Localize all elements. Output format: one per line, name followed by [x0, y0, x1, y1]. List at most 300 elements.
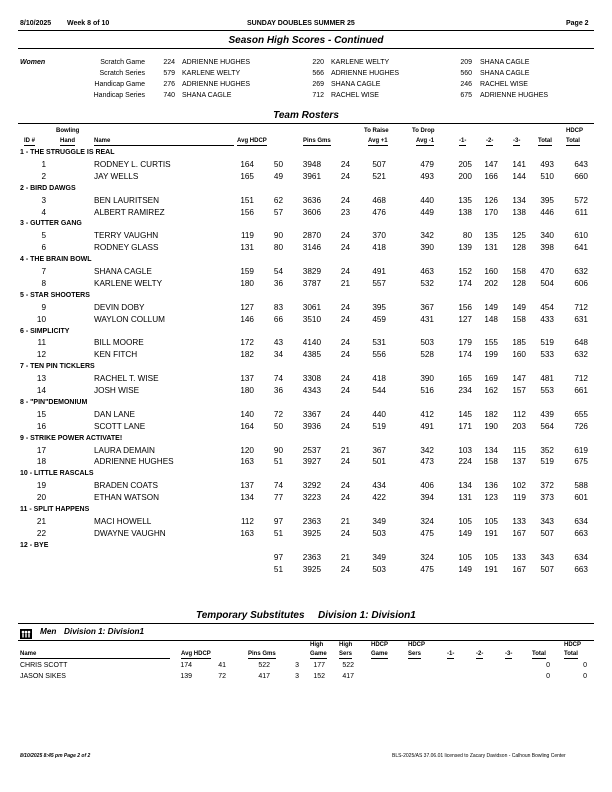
bowler-total: 398: [540, 243, 554, 253]
bowler-game1: 139: [458, 243, 472, 253]
bowler-hdcp-total: 631: [574, 314, 588, 324]
bowler-games: 24: [340, 350, 350, 360]
bowler-name: BEN LAURITSEN: [94, 195, 160, 205]
bowler-games: 24: [340, 267, 350, 276]
bowler-game2: 105: [484, 552, 498, 562]
col-total: Total: [538, 138, 552, 144]
bowler-pins: 2363: [302, 552, 321, 562]
bowler-handicap: 57: [273, 207, 283, 217]
bowler-game3: 158: [512, 314, 526, 324]
bowler-games: 24: [340, 481, 350, 491]
team-name: 5 - STAR SHOOTERS: [20, 291, 90, 299]
bowler-game3: 167: [512, 564, 526, 574]
bowler-to-raise: 503: [372, 564, 386, 574]
bowler-game1: 205: [458, 159, 472, 169]
bowler-games: 24: [340, 243, 350, 253]
bowler-total: 446: [540, 207, 554, 217]
bowler-to-raise: 519: [372, 421, 386, 431]
season-high-score: 276: [163, 81, 175, 88]
bowler-game3: 149: [512, 302, 526, 312]
bowler-average: 164: [240, 159, 254, 169]
bowler-id: 14: [36, 386, 46, 395]
bowler-handicap: 51: [273, 528, 283, 538]
col-sub-hdcp-total: Total: [564, 651, 578, 657]
bowler-game3: 137: [512, 457, 526, 467]
col-hand: Hand: [60, 138, 75, 144]
bowler-games: 23: [340, 207, 350, 217]
bowler-average: 120: [240, 445, 254, 455]
bowler-average: 180: [240, 278, 254, 288]
bowler-name: RODNEY L. CURTIS: [94, 159, 171, 169]
bowler-name: SHANA CAGLE: [94, 267, 152, 276]
bowler-to-drop: 406: [420, 481, 434, 491]
col-avg-minus: Avg -1: [416, 138, 435, 144]
bowler-handicap: 83: [273, 302, 283, 312]
bowler-name: JAY WELLS: [94, 171, 139, 181]
bowler-game2: 149: [484, 302, 498, 312]
bowler-game1: 149: [458, 528, 472, 538]
bowler-to-drop: 390: [420, 374, 434, 384]
bowler-id: 21: [36, 516, 46, 526]
bowler-handicap: 62: [273, 195, 283, 205]
subs-divider: [18, 623, 594, 624]
bowler-game1: 80: [462, 231, 472, 241]
bowler-game3: 119: [512, 493, 526, 503]
col-high-game-top: High: [310, 642, 324, 648]
bowler-to-drop: 475: [420, 564, 434, 574]
bowler-game2: 190: [484, 421, 498, 431]
bowler-hdcp-total: 663: [574, 564, 588, 574]
bowler-game3: 138: [512, 207, 526, 217]
season-high-score: 224: [163, 59, 175, 66]
bowler-to-raise: 476: [372, 207, 386, 217]
bowler-hdcp-total: 632: [574, 267, 588, 276]
subs-group-label: Men: [40, 627, 57, 636]
bowler-hdcp-total: 611: [574, 207, 588, 217]
bowler-to-drop: 475: [420, 528, 434, 538]
bowling-pins-icon: [20, 627, 32, 637]
bowler-games: 21: [340, 552, 350, 562]
bowler-game2: 162: [484, 386, 498, 395]
season-high-name: RACHEL WISE: [331, 92, 379, 99]
bowler-to-drop: 463: [420, 267, 434, 276]
bowler-game2: 202: [484, 278, 498, 288]
bowler-average: 163: [240, 528, 254, 538]
bowler-id: 16: [36, 421, 46, 431]
bowler-id: 22: [36, 528, 46, 538]
bowler-games: 24: [340, 314, 350, 324]
season-high-score: 246: [460, 81, 472, 88]
bowler-to-raise: 501: [372, 457, 386, 467]
bowler-game1: 152: [458, 267, 472, 276]
bowler-name: TERRY VAUGHN: [94, 231, 159, 241]
bowler-pins: 3636: [302, 195, 321, 205]
bowler-pins: 4343: [302, 386, 321, 395]
bowler-total: 439: [540, 409, 554, 419]
season-high-group: Women: [20, 59, 46, 66]
season-high-score: 269: [312, 81, 324, 88]
bowler-game2: 160: [484, 267, 498, 276]
bowler-handicap: 97: [273, 516, 283, 526]
bowler-name: RODNEY GLASS: [94, 243, 159, 253]
bowler-average: 134: [240, 493, 254, 503]
bowler-pins: 2537: [302, 445, 321, 455]
bowler-games: 24: [340, 171, 350, 181]
bowler-pins: 3146: [302, 243, 321, 253]
bowler-game1: 134: [458, 481, 472, 491]
bowler-id: 2: [41, 171, 46, 181]
season-high-name: RACHEL WISE: [480, 81, 528, 88]
bowler-pins: 4140: [302, 338, 321, 348]
bowler-id: 11: [37, 338, 46, 348]
season-high-name: SHANA CAGLE: [331, 81, 381, 88]
bowler-games: 21: [340, 445, 350, 455]
bowler-game2: 182: [484, 409, 498, 419]
col-game2: -2-: [486, 138, 494, 144]
bowler-hdcp-total: 601: [574, 493, 588, 503]
bowler-game1: 174: [458, 350, 472, 360]
substitute-high-game: 177: [313, 662, 325, 669]
bowler-games: 24: [340, 457, 350, 467]
bowler-game3: 134: [512, 195, 526, 205]
bowler-hdcp-total: 712: [574, 302, 588, 312]
col-sub-game3: -3-: [505, 651, 513, 657]
bowler-average: 182: [240, 350, 254, 360]
bowler-game1: 165: [458, 374, 472, 384]
bowler-game3: 112: [512, 409, 526, 419]
bowler-total: 352: [540, 445, 554, 455]
bowler-average: 131: [240, 243, 254, 253]
season-high-score: 220: [312, 59, 324, 66]
bowler-average: 137: [240, 374, 254, 384]
substitute-average: 174: [180, 662, 192, 669]
bowler-total: 340: [540, 231, 554, 241]
bowler-id: 8: [41, 278, 46, 288]
bowler-hdcp-total: 632: [574, 350, 588, 360]
bowler-game1: 131: [458, 493, 472, 503]
bowler-handicap: 34: [273, 350, 283, 360]
subs-group-divider: [18, 640, 594, 641]
team-name: 11 - SPLIT HAPPENS: [20, 506, 90, 513]
bowler-to-drop: 532: [420, 278, 434, 288]
bowler-total: 454: [540, 302, 554, 312]
bowler-name: WAYLON COLLUM: [94, 314, 165, 324]
col-to-drop: To Drop: [412, 128, 435, 134]
season-high-name: KARLENE WELTY: [182, 70, 241, 77]
bowler-to-raise: 531: [372, 338, 386, 348]
bowler-handicap: 43: [273, 338, 283, 348]
bowler-to-raise: 422: [372, 493, 386, 503]
bowler-games: 24: [340, 159, 350, 169]
bowler-games: 24: [340, 374, 350, 384]
col-avg-plus: Avg +1: [368, 138, 388, 144]
bowler-average: 127: [240, 302, 254, 312]
bowler-handicap: 49: [273, 171, 283, 181]
col-sub-high-game: Game: [310, 651, 327, 657]
bowler-handicap: 36: [273, 386, 283, 395]
bowler-to-drop: 390: [420, 243, 434, 253]
bowler-pins: 3308: [302, 374, 321, 384]
bowler-hdcp-total: 634: [574, 516, 588, 526]
subs-group-division: Division 1: Division1: [64, 627, 145, 636]
bowler-games: 24: [340, 338, 350, 348]
bowler-handicap: 97: [273, 552, 283, 562]
bowler-to-raise: 459: [372, 314, 386, 324]
bowler-name: MACI HOWELL: [94, 516, 152, 526]
col-avg-hdcp: Avg HDCP: [237, 138, 267, 144]
bowler-id: 12: [36, 350, 46, 360]
bowler-name: DEVIN DOBY: [94, 302, 145, 312]
bowler-to-drop: 394: [420, 493, 434, 503]
bowler-pins: 3606: [302, 207, 321, 217]
bowler-hdcp-total: 610: [574, 231, 588, 241]
bowler-pins: 3061: [302, 302, 321, 312]
bowler-game1: 149: [458, 564, 472, 574]
col-sub-avg-hdcp: Avg HDCP: [181, 651, 211, 657]
bowler-name: ADRIENNE HUGHES: [94, 457, 174, 467]
bowler-to-drop: 493: [420, 171, 434, 181]
col-hdcp-total: Total: [566, 138, 580, 144]
bowler-handicap: 72: [273, 409, 283, 419]
season-high-score: 675: [460, 92, 472, 99]
bowler-hdcp-total: 634: [574, 552, 588, 562]
bowler-game3: 144: [512, 171, 526, 181]
bowler-average: 146: [240, 314, 254, 324]
bowler-total: 504: [540, 278, 554, 288]
team-name: 8 - "PIN"DEMONIUM: [20, 398, 88, 406]
bowler-handicap: 80: [273, 243, 283, 253]
substitute-games: 3: [295, 662, 299, 669]
week-label: Week 8 of 10: [67, 20, 110, 27]
page-number: Page 2: [566, 20, 589, 27]
bowler-to-drop: 367: [420, 302, 434, 312]
bowler-to-raise: 491: [372, 267, 386, 276]
bowler-games: 21: [340, 516, 350, 526]
bowler-hdcp-total: 648: [574, 338, 588, 348]
bowler-game2: 166: [484, 171, 498, 181]
bowler-game1: 171: [458, 421, 472, 431]
substitute-hdcp-total: 0: [583, 662, 587, 669]
bowler-to-drop: 479: [420, 159, 434, 169]
bowler-id: 13: [36, 374, 46, 384]
header-divider: [18, 30, 594, 31]
bowler-handicap: 50: [273, 159, 283, 169]
bowler-average: 165: [240, 171, 254, 181]
bowler-handicap: 50: [273, 421, 283, 431]
bowler-game1: 224: [458, 457, 472, 467]
season-high-name: ADRIENNE HUGHES: [182, 81, 251, 88]
col-game1: -1-: [459, 138, 467, 144]
bowler-pins: 3829: [302, 267, 321, 276]
bowler-to-raise: 418: [372, 374, 386, 384]
bowler-pins: 3936: [302, 421, 321, 431]
substitute-total: 0: [546, 673, 550, 680]
bowler-id: 6: [41, 243, 46, 253]
bowler-hdcp-total: 641: [574, 243, 588, 253]
bowler-games: 24: [340, 421, 350, 431]
season-high-name: SHANA CAGLE: [480, 59, 530, 66]
bowler-hdcp-total: 643: [574, 159, 588, 169]
bowler-game3: 102: [512, 481, 526, 491]
substitute-name: CHRIS SCOTT: [20, 662, 68, 669]
bowler-total: 372: [540, 481, 554, 491]
bowler-to-raise: 503: [372, 528, 386, 538]
bowler-game3: 185: [512, 338, 526, 348]
bowler-game1: 105: [458, 516, 472, 526]
substitute-average: 139: [180, 673, 192, 680]
bowler-to-raise: 557: [372, 278, 386, 288]
bowler-game2: 191: [484, 528, 498, 538]
bowler-total: 507: [540, 564, 554, 574]
col-bowling: Bowling: [56, 128, 80, 134]
team-name: 1 - THE STRUGGLE IS REAL: [20, 149, 115, 156]
bowler-average: 159: [240, 267, 254, 276]
bowler-total: 507: [540, 528, 554, 538]
substitute-hdcp-total: 0: [583, 673, 587, 680]
team-name: 9 - STRIKE POWER ACTIVATE!: [20, 434, 123, 442]
subs-title: Temporary Substitutes: [196, 610, 305, 621]
season-high-name: SHANA CAGLE: [480, 70, 530, 77]
bowler-to-drop: 342: [420, 231, 434, 241]
bowler-total: 373: [540, 493, 554, 503]
bowler-id: 9: [41, 302, 46, 312]
bowler-game2: 170: [484, 207, 498, 217]
team-name: 3 - GUTTER GANG: [20, 220, 82, 228]
bowler-average: 112: [240, 516, 254, 526]
bowler-game3: 203: [512, 421, 526, 431]
bowler-to-drop: 440: [420, 195, 434, 205]
bowler-handicap: 36: [273, 278, 283, 288]
substitute-handicap: 41: [218, 662, 226, 669]
col-sub-pins-gms: Pins Gms: [248, 651, 276, 657]
bowler-game2: 191: [484, 564, 498, 574]
bowler-game1: 174: [458, 278, 472, 288]
bowler-handicap: 90: [273, 231, 283, 241]
bowler-game3: 125: [512, 231, 526, 241]
col-game3: -3-: [513, 138, 521, 144]
bowler-game3: 158: [512, 267, 526, 276]
bowler-pins: 2363: [302, 516, 321, 526]
bowler-hdcp-total: 572: [574, 195, 588, 205]
bowler-hdcp-total: 712: [574, 374, 588, 384]
bowler-name: ETHAN WATSON: [94, 493, 160, 503]
bowler-handicap: 90: [273, 445, 283, 455]
season-high-category: Scratch Series: [99, 70, 145, 77]
substitute-high-series: 417: [342, 673, 354, 680]
bowler-handicap: 51: [273, 457, 283, 467]
bowler-to-drop: 324: [420, 552, 434, 562]
season-high-divider: [18, 48, 594, 49]
bowler-pins: 3925: [302, 564, 321, 574]
col-sub-game2: -2-: [476, 651, 484, 657]
bowler-hdcp-total: 606: [574, 278, 588, 288]
bowler-to-drop: 473: [420, 457, 434, 467]
bowler-average: 119: [240, 231, 254, 241]
bowler-game2: 199: [484, 350, 498, 360]
col-to-raise: To Raise: [364, 128, 389, 134]
season-high-score: 209: [460, 59, 472, 66]
bowler-hdcp-total: 726: [574, 421, 588, 431]
bowler-total: 493: [540, 159, 554, 169]
bowler-to-drop: 528: [420, 350, 434, 360]
bowler-average: 151: [240, 195, 254, 205]
bowler-name: BRADEN COATS: [94, 481, 158, 491]
col-sub-high-sers: Sers: [339, 651, 353, 657]
bowler-pins: 3787: [302, 278, 321, 288]
bowler-total: 564: [540, 421, 554, 431]
col-sub-hdcp-game: Game: [371, 651, 388, 657]
bowler-id: 17: [36, 445, 46, 455]
bowler-games: 24: [340, 564, 350, 574]
bowler-game2: 169: [484, 374, 498, 384]
bowler-id: 20: [36, 493, 46, 503]
bowler-hdcp-total: 675: [574, 457, 588, 467]
bowler-name: LAURA DEMAIN: [94, 445, 155, 455]
team-rosters-title: Team Rosters: [273, 110, 339, 121]
bowler-name: KARLENE WELTY: [94, 278, 163, 288]
footer-license: BLS-2025/AS 37.06.01 licensed to Zacary Davidson - Calhoun Bowling Center: [392, 753, 566, 759]
bowler-total: 343: [540, 516, 554, 526]
bowler-name: RACHEL T. WISE: [94, 374, 159, 384]
bowler-game1: 105: [458, 552, 472, 562]
season-high-score: 566: [312, 70, 324, 77]
bowler-to-raise: 395: [372, 302, 386, 312]
bowler-total: 533: [540, 350, 554, 360]
bowler-game1: 127: [458, 314, 472, 324]
col-sub-name: Name: [20, 651, 170, 659]
substitute-high-series: 522: [342, 662, 354, 669]
bowler-name: ALBERT RAMIREZ: [94, 207, 165, 217]
season-high-name: ADRIENNE HUGHES: [182, 59, 251, 66]
bowler-name: DAN LANE: [94, 409, 135, 419]
bowler-pins: 3367: [302, 409, 321, 419]
bowler-name: SCOTT LANE: [94, 421, 146, 431]
substitute-name: JASON SIKES: [20, 673, 66, 680]
substitute-pins: 522: [258, 662, 270, 669]
bowler-game1: 138: [458, 207, 472, 217]
bowler-games: 24: [340, 231, 350, 241]
substitute-high-game: 152: [313, 673, 325, 680]
bowler-to-raise: 349: [372, 516, 386, 526]
bowler-game1: 234: [458, 386, 472, 395]
bowler-handicap: 54: [273, 267, 283, 276]
season-high-score: 579: [163, 70, 175, 77]
bowler-id: 7: [41, 267, 46, 276]
bowler-name: KEN FITCH: [94, 350, 138, 360]
bowler-games: 24: [340, 195, 350, 205]
bowler-games: 24: [340, 528, 350, 538]
bowler-pins: 3927: [302, 457, 321, 467]
season-high-category: Handicap Series: [93, 92, 145, 99]
bowler-average: 180: [240, 386, 254, 395]
bowler-to-raise: 370: [372, 231, 386, 241]
team-name: 4 - THE BRAIN BOWL: [20, 256, 92, 264]
substitute-games: 3: [295, 673, 299, 680]
bowler-total: 481: [540, 374, 554, 384]
bowler-game2: 158: [484, 457, 498, 467]
bowler-games: 21: [340, 278, 350, 288]
season-high-title: Season High Scores - Continued: [228, 35, 384, 46]
bowler-game2: 105: [484, 516, 498, 526]
bowler-to-raise: 434: [372, 481, 386, 491]
bowler-id: 1: [41, 159, 46, 169]
bowler-to-raise: 544: [372, 386, 386, 395]
bowler-id: 18: [36, 457, 46, 467]
team-name: 2 - BIRD DAWGS: [20, 184, 76, 192]
bowler-to-raise: 367: [372, 445, 386, 455]
substitute-total: 0: [546, 662, 550, 669]
bowler-pins: 3925: [302, 528, 321, 538]
